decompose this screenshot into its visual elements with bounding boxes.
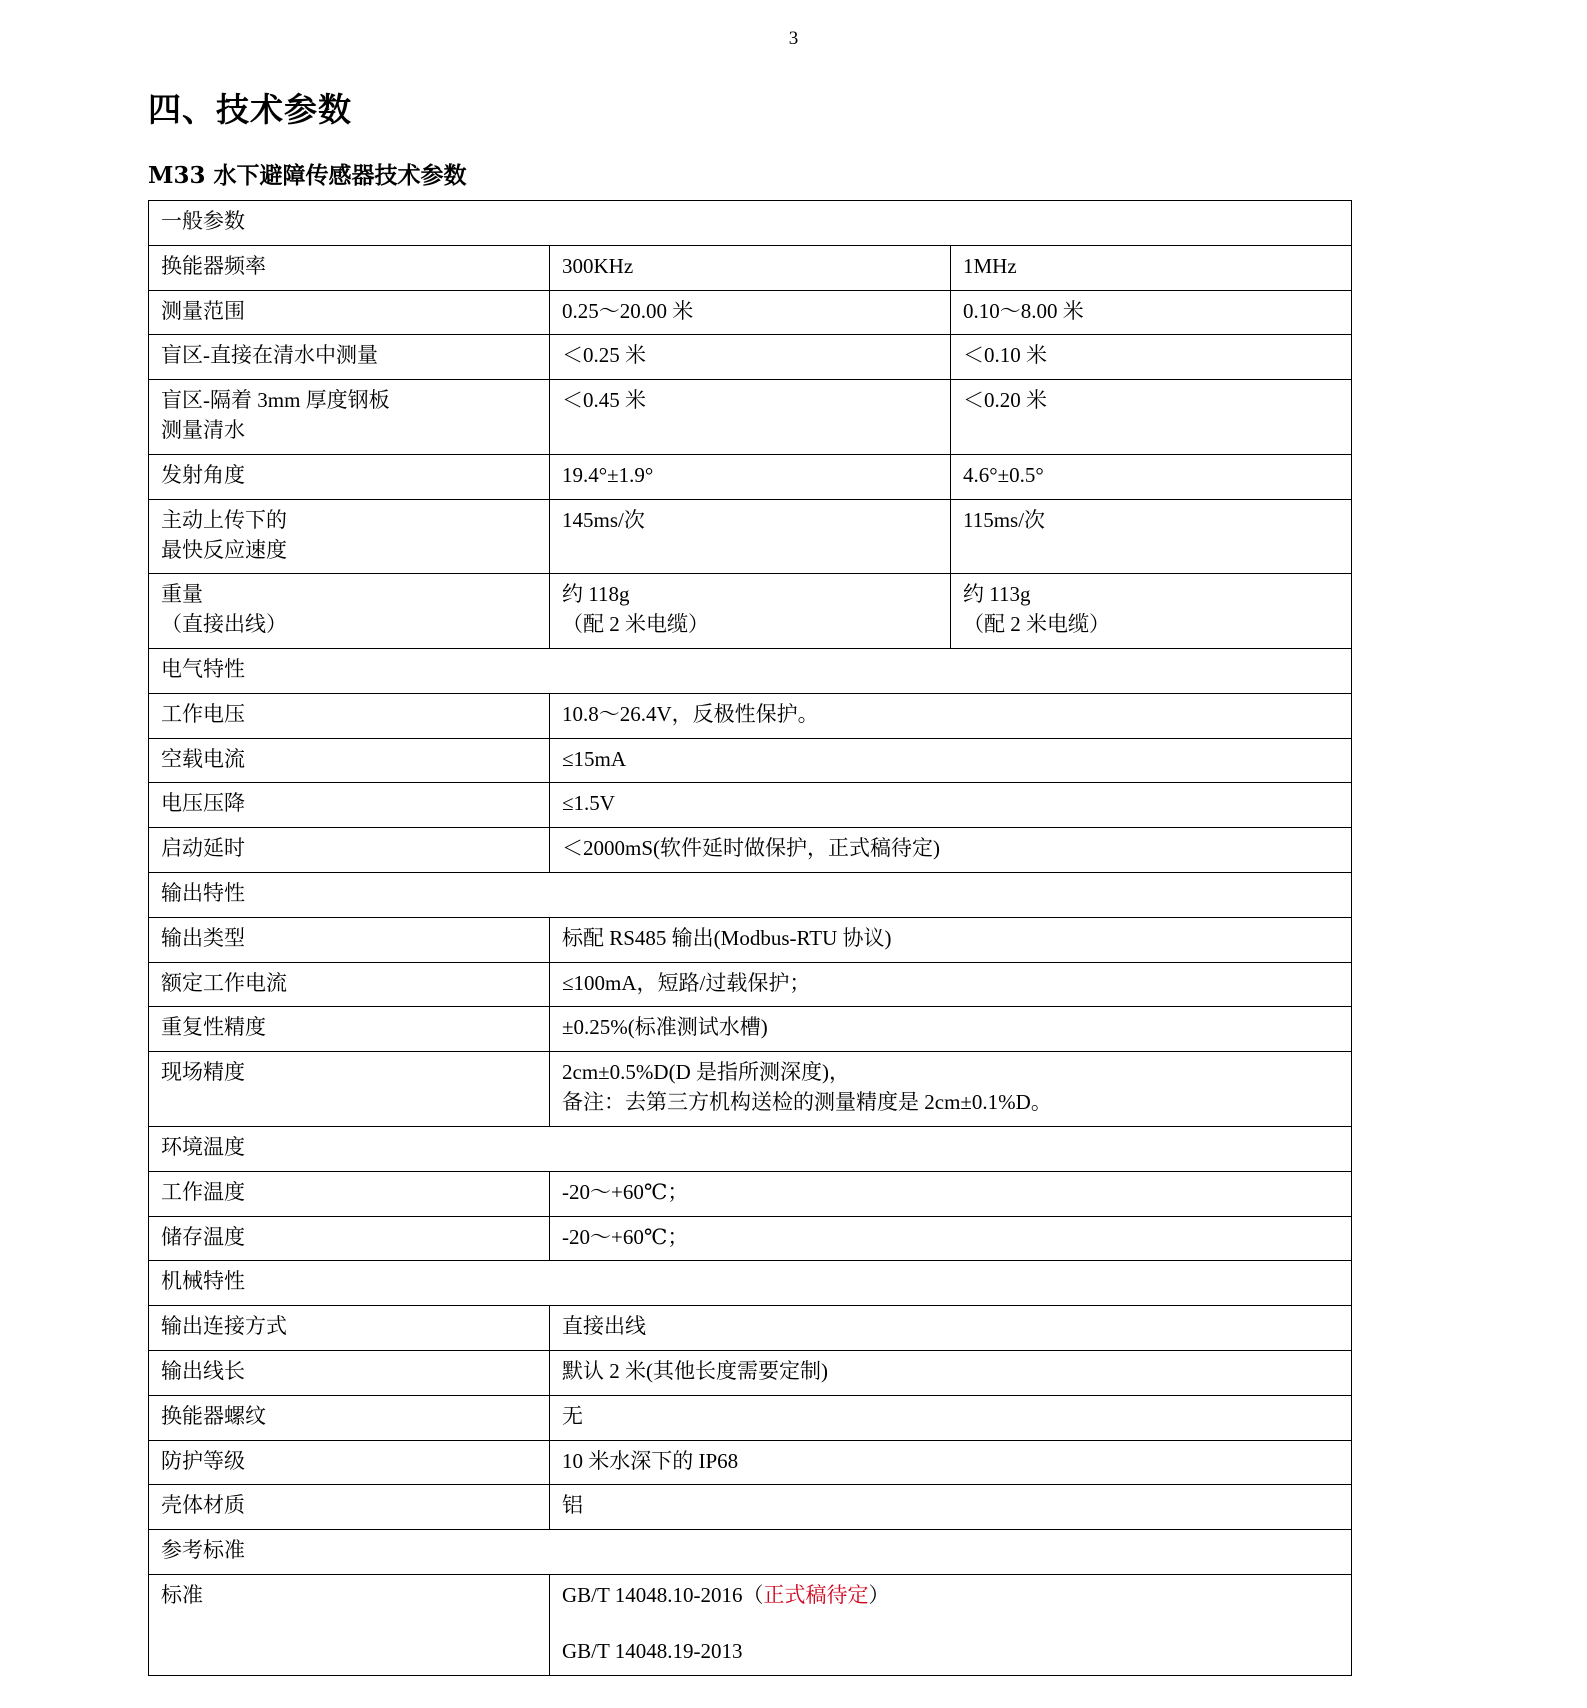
table-cell-value-1mhz: 4.6°±0.5° — [951, 454, 1352, 499]
table-row-label: 主动上传下的 最快反应速度 — [149, 499, 550, 574]
table-row — [149, 245, 1352, 290]
table-group-label: 参考标准 — [149, 1530, 1352, 1575]
table-cell-value: 10.8～26.4V，反极性保护。 — [550, 693, 1352, 738]
table-row — [149, 1052, 1352, 1127]
table-caption: M33 水下避障传感器技术参数 — [148, 162, 467, 189]
table-row — [149, 335, 1352, 380]
table-row-label: 工作温度 — [149, 1171, 550, 1216]
table-cell-value-1mhz: 约 113g （配 2 米电缆） — [951, 574, 1352, 649]
table-row-label: 标准 — [149, 1575, 550, 1676]
table-cell-value-1mhz: 1MHz — [951, 245, 1352, 290]
table-cell-value-1mhz: 0.10～8.00 米 — [951, 290, 1352, 335]
table-group-label: 电气特性 — [149, 648, 1352, 693]
table-cell-value: 2cm±0.5%D(D 是指所测深度)， 备注：去第三方机构送检的测量精度是 2cm±0.1%D。 — [550, 1052, 1352, 1127]
table-row-label: 储存温度 — [149, 1216, 550, 1261]
table-row — [149, 380, 1352, 455]
table-cell-value: ≤15mA — [550, 738, 1352, 783]
table-row-label: 防护等级 — [149, 1440, 550, 1485]
page-content — [148, 84, 1447, 1676]
table-row-label: 工作电压 — [149, 693, 550, 738]
table-row — [149, 1575, 1352, 1676]
table-row-label: 空载电流 — [149, 738, 550, 783]
table-row — [149, 783, 1352, 828]
standard-pending-note: 正式稿待定 — [763, 1583, 869, 1607]
table-row-label: 电压压降 — [149, 783, 550, 828]
table-row — [149, 1216, 1352, 1261]
table-row — [149, 499, 1352, 574]
table-row — [149, 693, 1352, 738]
table-row — [149, 648, 1352, 693]
table-row-label: 盲区-隔着 3mm 厚度钢板 测量清水 — [149, 380, 550, 455]
table-row-label: 重量 （直接出线） — [149, 574, 550, 649]
table-row — [149, 201, 1352, 246]
table-row — [149, 1350, 1352, 1395]
table-cell-value: 无 — [550, 1395, 1352, 1440]
table-group-label: 机械特性 — [149, 1261, 1352, 1306]
table-cell-value-300khz: ＜0.25 米 — [550, 335, 951, 380]
table-row — [149, 738, 1352, 783]
table-row-label: 输出类型 — [149, 917, 550, 962]
table-cell-value-300khz: 19.4°±1.9° — [550, 454, 951, 499]
table-row-label: 额定工作电流 — [149, 962, 550, 1007]
table-row — [149, 828, 1352, 873]
table-cell-value-300khz: 300KHz — [550, 245, 951, 290]
table-row-label: 现场精度 — [149, 1052, 550, 1127]
table-row — [149, 1485, 1352, 1530]
table-row-label: 重复性精度 — [149, 1007, 550, 1052]
table-group-label: 输出特性 — [149, 873, 1352, 918]
spec-table — [148, 200, 1352, 1676]
table-row — [149, 962, 1352, 1007]
table-row-label: 发射角度 — [149, 454, 550, 499]
table-cell-value: 10 米水深下的 IP68 — [550, 1440, 1352, 1485]
table-cell-value: ±0.25%(标准测试水槽) — [550, 1007, 1352, 1052]
table-cell-value: ＜2000mS(软件延时做保护，正式稿待定) — [550, 828, 1352, 873]
table-cell-value: -20～+60℃； — [550, 1216, 1352, 1261]
table-row — [149, 873, 1352, 918]
table-row — [149, 1126, 1352, 1171]
table-cell-value-1mhz: 115ms/次 — [951, 499, 1352, 574]
standard-line-2: GB/T 14048.19-2013 — [562, 1638, 743, 1663]
table-group-label: 环境温度 — [149, 1126, 1352, 1171]
page-title: 四、技术参数 — [148, 90, 352, 129]
table-group-label: 一般参数 — [149, 201, 1352, 246]
table-row — [149, 1007, 1352, 1052]
spec-table-body — [149, 201, 1352, 1676]
table-row — [149, 1440, 1352, 1485]
table-row-label: 换能器频率 — [149, 245, 550, 290]
table-cell-value: -20～+60℃； — [550, 1171, 1352, 1216]
table-cell-value: 直接出线 — [550, 1306, 1352, 1351]
table-cell-value: 默认 2 米(其他长度需要定制) — [550, 1350, 1352, 1395]
table-row-label: 输出线长 — [149, 1350, 550, 1395]
table-cell-value-300khz: 0.25～20.00 米 — [550, 290, 951, 335]
table-row — [149, 290, 1352, 335]
table-row-label: 输出连接方式 — [149, 1306, 550, 1351]
table-row — [149, 917, 1352, 962]
table-row-label: 换能器螺纹 — [149, 1395, 550, 1440]
table-row — [149, 1395, 1352, 1440]
table-row — [149, 1171, 1352, 1216]
table-cell-value: 铝 — [550, 1485, 1352, 1530]
page-number: 3 — [788, 28, 799, 49]
table-cell-value-300khz: 约 118g （配 2 米电缆） — [550, 574, 951, 649]
table-row-label: 盲区-直接在清水中测量 — [149, 335, 550, 380]
table-row — [149, 574, 1352, 649]
table-cell-value-1mhz: ＜0.20 米 — [951, 380, 1352, 455]
table-row-label: 启动延时 — [149, 828, 550, 873]
table-row — [149, 1306, 1352, 1351]
table-cell-value: ≤1.5V — [550, 783, 1352, 828]
table-row — [149, 1530, 1352, 1575]
table-row-label: 壳体材质 — [149, 1485, 550, 1530]
table-cell-value-1mhz: ＜0.10 米 — [951, 335, 1352, 380]
table-cell-value: 标配 RS485 输出(Modbus-RTU 协议) — [550, 917, 1352, 962]
table-cell-value: ≤100mA，短路/过载保护； — [550, 962, 1352, 1007]
table-row — [149, 1261, 1352, 1306]
table-cell-value-300khz: 145ms/次 — [550, 499, 951, 574]
table-row-label: 测量范围 — [149, 290, 550, 335]
table-cell-standards: GB/T 14048.10-2016（正式稿待定） GB/T 14048.19-2013 — [550, 1575, 1352, 1676]
table-row — [149, 454, 1352, 499]
table-cell-value-300khz: ＜0.45 米 — [550, 380, 951, 455]
